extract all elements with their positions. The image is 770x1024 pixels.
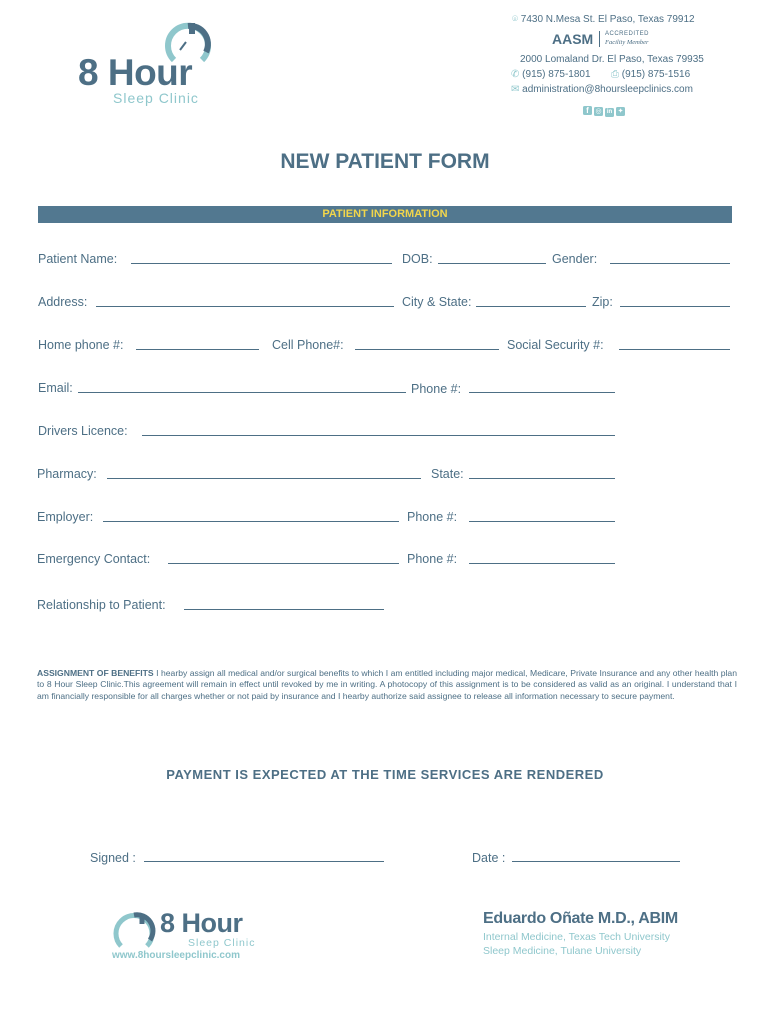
footer-logo-tagline: Sleep Clinic: [188, 937, 256, 949]
fax-icon: ⎙: [611, 69, 619, 80]
section-title: PATIENT INFORMATION: [322, 208, 448, 220]
zip-input[interactable]: [620, 306, 730, 307]
email-address: administration@8hoursleepclinics.com: [522, 84, 693, 95]
patient-name-label: Patient Name:: [38, 252, 118, 266]
employer-phone-input[interactable]: [469, 521, 615, 522]
section-bar: [38, 206, 732, 223]
aasm-member: Facility Member: [605, 39, 649, 46]
address-1: 7430 N.Mesa St. El Paso, Texas 79912: [520, 14, 695, 25]
phone-line: [511, 69, 591, 80]
twitter-icon[interactable]: ✦: [617, 108, 624, 115]
fax-number: (915) 875-1516: [621, 69, 691, 80]
aasm-accredited: ACCREDITED: [605, 31, 650, 37]
ssn-label: Social Security #:: [507, 338, 604, 352]
doctor-name: Eduardo Oñate M.D., ABIM: [483, 910, 678, 927]
location-pin-icon: ⌾: [512, 14, 518, 25]
zip-label: Zip:: [592, 295, 613, 309]
date-label: Date :: [472, 851, 506, 865]
dob-input[interactable]: [438, 263, 546, 264]
emergency-contact-input[interactable]: [168, 563, 399, 564]
header-logo: [78, 20, 218, 110]
clock-logo-icon: [110, 910, 158, 950]
doctor-credential-2: Sleep Medicine, Tulane University: [483, 945, 642, 957]
assignment-heading: ASSIGNMENT OF BENEFITS: [37, 668, 154, 678]
emergency-phone-input[interactable]: [469, 563, 615, 564]
gender-input[interactable]: [610, 263, 730, 264]
home-phone-label: Home phone #:: [38, 338, 124, 352]
employer-input[interactable]: [103, 521, 399, 522]
form-title: NEW PATIENT FORM: [280, 150, 490, 173]
patient-name-input[interactable]: [131, 263, 392, 264]
pharmacy-input[interactable]: [107, 478, 421, 479]
mail-icon: ✉: [511, 84, 520, 95]
linkedin-icon[interactable]: in: [606, 109, 613, 115]
phone-icon: ✆: [511, 69, 520, 80]
facebook-icon[interactable]: f: [583, 106, 592, 115]
social-icons: [583, 100, 625, 115]
emergency-contact-label: Emergency Contact:: [37, 552, 151, 566]
email-phone-input[interactable]: [469, 392, 615, 393]
address-label: Address:: [38, 295, 88, 309]
pharmacy-state-input[interactable]: [469, 478, 615, 479]
signed-label: Signed :: [90, 851, 136, 865]
email-label: Email:: [38, 381, 73, 395]
drivers-licence-label: Drivers Licence:: [38, 424, 128, 438]
footer-logo: [110, 908, 270, 968]
footer-doctor: [483, 910, 723, 957]
email-line: [511, 84, 693, 95]
ssn-input[interactable]: [619, 349, 730, 350]
footer-logo-name: 8 Hour: [160, 908, 243, 938]
assignment-of-benefits: [37, 668, 737, 702]
employer-label: Employer:: [37, 510, 94, 524]
cell-phone-label: Cell Phone#:: [272, 338, 344, 352]
logo-name: 8 Hour: [78, 52, 193, 93]
cell-phone-input[interactable]: [355, 349, 499, 350]
drivers-licence-input[interactable]: [142, 435, 615, 436]
phone-number: (915) 875-1801: [522, 69, 591, 80]
address-2: 2000 Lomaland Dr. El Paso, Texas 79935: [520, 54, 704, 65]
assignment-text: I hearby assign all medical and/or surgical benefits to which I am entitled including major medical, Medicare, Private Insurance and any other health plan to 8 Hour Sleep Clinic.This agreement will remain in effect until revoked by me in writing. A photocopy of this assignment is to be considered as valid as an original. I understand that I am financially responsible for all charges whether or not paid by insurance and I hearby authorize said assignee to release all information necessary to secure payment.: [37, 668, 737, 701]
employer-phone-label: Phone #:: [407, 510, 458, 524]
address-1-line: [512, 14, 695, 25]
pharmacy-label: Pharmacy:: [37, 467, 97, 481]
home-phone-input[interactable]: [136, 349, 259, 350]
relationship-input[interactable]: [184, 609, 384, 610]
gender-label: Gender:: [552, 252, 598, 266]
aasm-divider: [599, 31, 600, 47]
dob-label: DOB:: [402, 252, 433, 266]
doctor-credential-1: Internal Medicine, Texas Tech University: [483, 931, 670, 943]
city-state-label: City & State:: [402, 295, 472, 309]
payment-notice: PAYMENT IS EXPECTED AT THE TIME SERVICES ARE RENDERED: [166, 767, 604, 782]
footer-website[interactable]: www.8hoursleepclinic.com: [112, 950, 240, 961]
fax-line: [611, 69, 690, 80]
email-phone-label: Phone #:: [411, 382, 462, 396]
email-input[interactable]: [78, 392, 406, 393]
aasm-badge: [552, 30, 672, 50]
emergency-phone-label: Phone #:: [407, 552, 458, 566]
logo-tagline: Sleep Clinic: [113, 90, 199, 106]
instagram-icon[interactable]: ◎: [595, 108, 602, 115]
city-state-input[interactable]: [476, 306, 586, 307]
relationship-label: Relationship to Patient:: [37, 598, 166, 612]
address-input[interactable]: [96, 306, 394, 307]
signature-input[interactable]: [144, 861, 384, 862]
date-input[interactable]: [512, 861, 680, 862]
aasm-name: AASM: [552, 31, 594, 47]
pharmacy-state-label: State:: [431, 467, 464, 481]
